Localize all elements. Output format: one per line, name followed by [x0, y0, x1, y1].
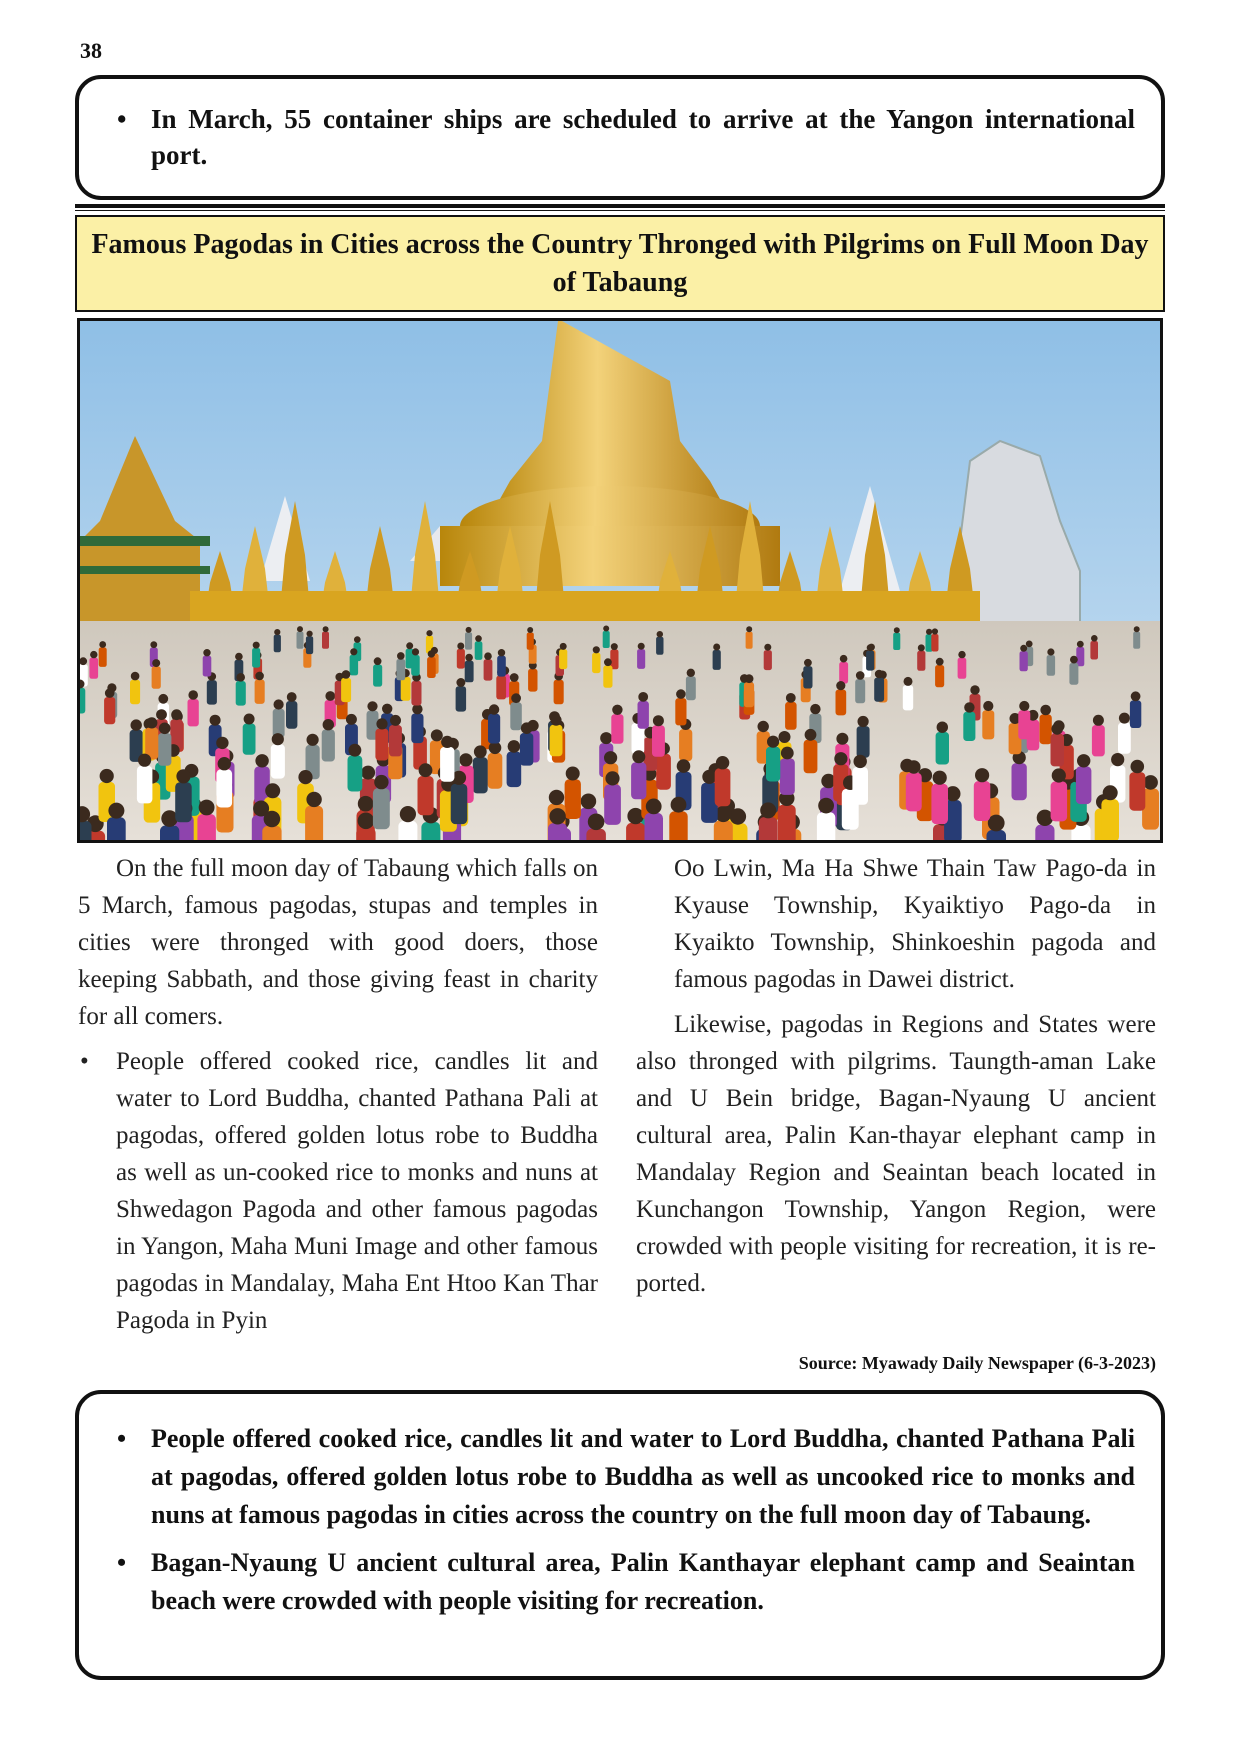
article-intro: On the full moon day of Tabaung which falls on 5 March, famous pagodas, stupas and temples in cities were thronged with good doers, those keeping Sabbath, and those giving feast in charity for all comers.	[78, 855, 598, 1030]
summary-bullets-bottom	[111, 1420, 1135, 1620]
article-bullet: • People offered cooked rice, candles lit and water to Lord Buddha, chanted Pathana Pali at pagodas, offered golden lotus robe to Buddha as well as un-cooked rice to monks and nuns at Shwedagon Pagoda and other famous pagodas in Yangon, Maha Muni Image and other famous pagodas in Mandalay, Maha Ent Htoo Kan Thar Pagoda in Pyin	[78, 1043, 598, 1339]
pagoda-crowd-photo-icon	[80, 321, 1160, 840]
article-headline: Famous Pagodas in Cities across the Country Thronged with Pilgrims on Full Moon Day of Tabaung	[75, 215, 1165, 312]
summary-bullet: • People offered cooked rice, candles lit and water to Lord Buddha, chanted Pathana Pali at pagodas, offered golden lotus robe to Buddha as well as uncooked rice to monks and nuns at famous pagodas in cities across the country on the full moon day of Tabaung.	[111, 1420, 1135, 1534]
article-bullet-continued: Oo Lwin, Ma Ha Shwe Thain Taw Pago-da in Kyause Township, Kyaiktiyo Pago-da in Kyaikto Township, Shinkoeshin pagoda and famous pagodas in Dawei district.	[674, 855, 1156, 993]
article-source: Source: Myawady Daily Newspaper (6-3-2023)	[798, 1353, 1156, 1373]
article-paragraph-2: Likewise, pagodas in Regions and States were also thronged with pilgrims. Taungth-aman Lake and U Bein bridge, Bagan-Nyaung U ancient cultural area, Palin Kan-thayar elephant camp in Mandalay Region and Seaintan beach located in Kunchangon Township, Yangon Region, were crowded with people visiting for recreation, it is re-ported.	[636, 1011, 1156, 1297]
summary-box-bottom	[75, 1390, 1165, 1680]
article-column-left	[78, 850, 598, 1339]
summary-bullets-top	[111, 101, 1135, 173]
divider-thin	[75, 210, 1165, 211]
summary-bullet: • Bagan-Nyaung U ancient cultural area, Palin Kanthayar elephant camp and Seaintan beach were crowded with people visiting for recreation.	[111, 1544, 1135, 1620]
page-number: 38	[80, 38, 102, 63]
divider-thick	[75, 204, 1165, 208]
summary-box-top	[75, 75, 1165, 200]
pagoda-crowd-photo	[77, 318, 1163, 843]
summary-bullet: • In March, 55 container ships are scheduled to arrive at the Yangon international port.	[111, 101, 1135, 173]
article-column-right	[636, 850, 1156, 1302]
